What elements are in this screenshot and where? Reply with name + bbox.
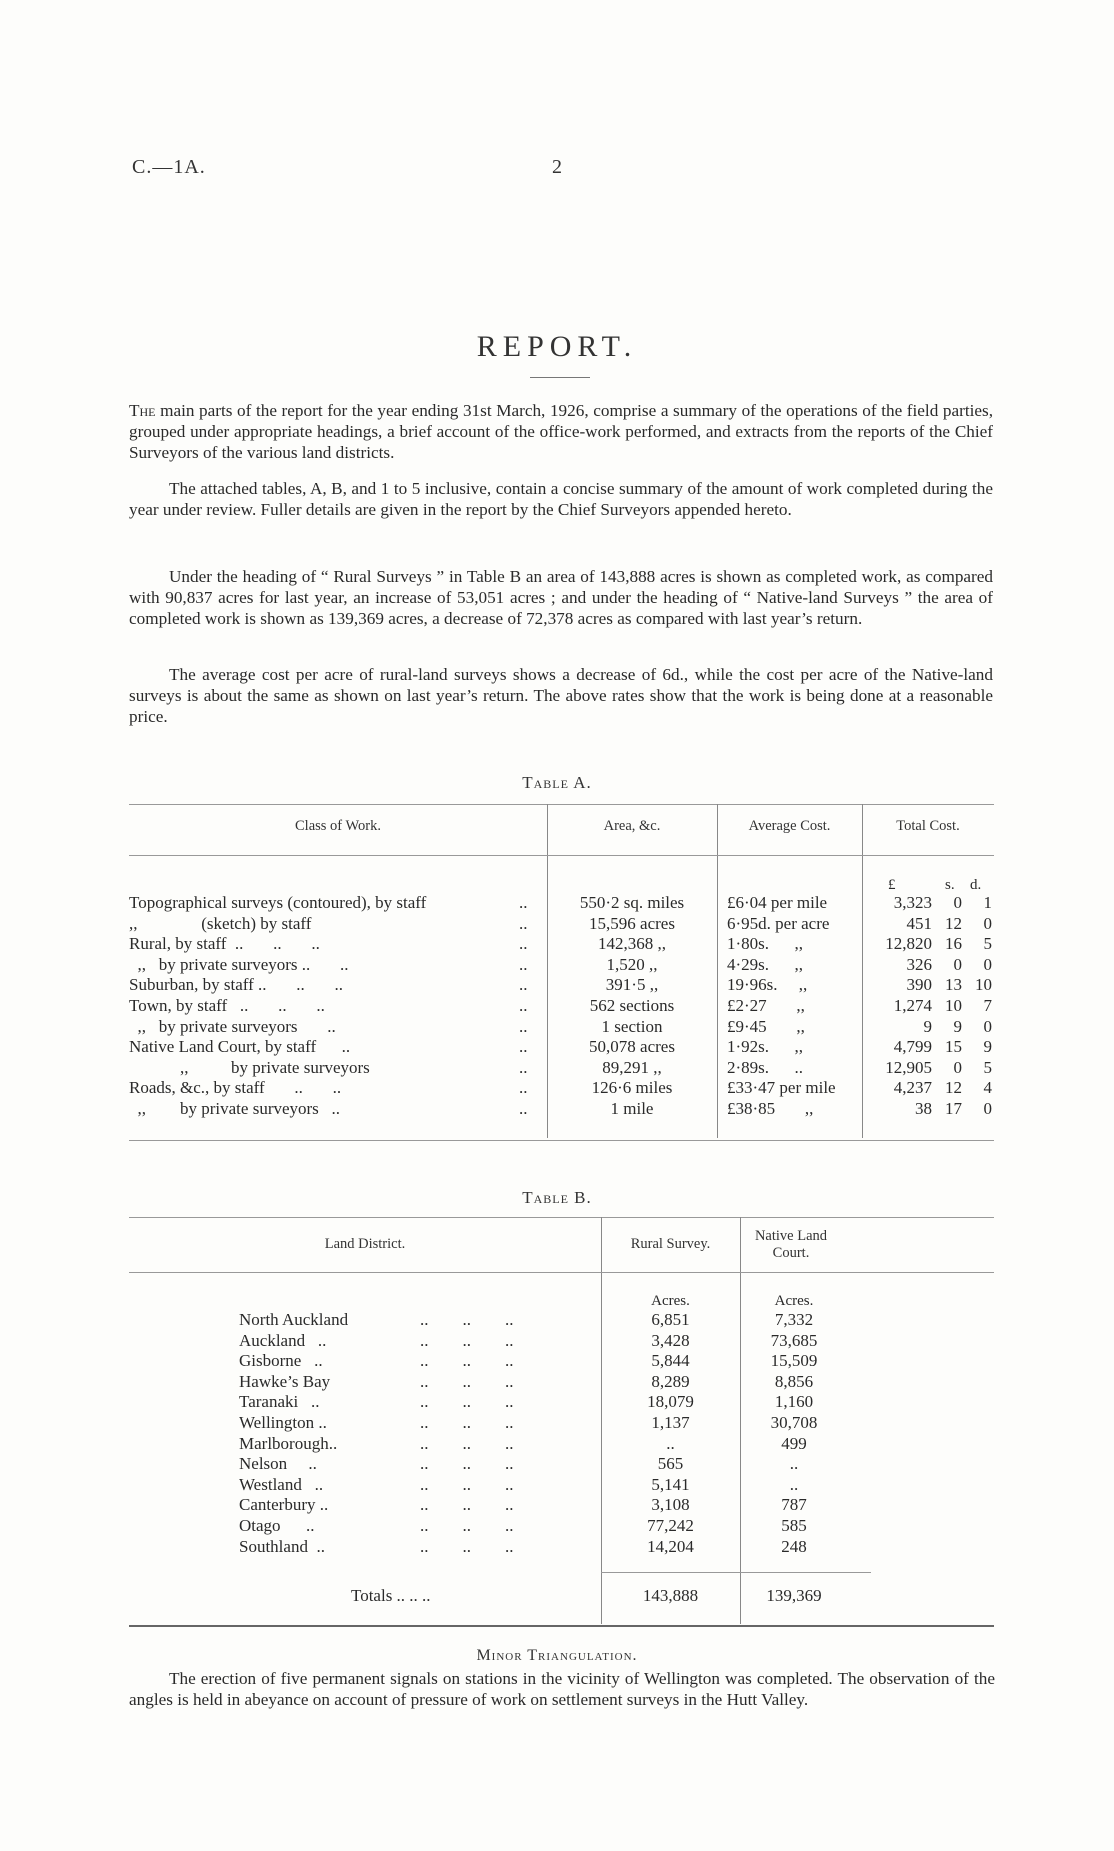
table-a-row-dots: .. [519, 1016, 528, 1036]
table-a-row-pounds: 38 [915, 1099, 932, 1118]
table-a-row-pence: 0 [983, 1016, 992, 1036]
table-b-header-district: Land District. [324, 1236, 406, 1252]
table-a-row-pence: 9 [983, 1037, 992, 1057]
table-b-row-district: Southland .. [239, 1536, 325, 1556]
table-a-row-pence: 0 [983, 954, 992, 974]
table-a-row-area: 1 mile [610, 1099, 654, 1118]
table-b-row-rural: 77,242 [647, 1516, 694, 1535]
table-b-rural-unit: Acres. [651, 1293, 690, 1309]
table-a-row-label: Native Land Court, by staff .. [129, 1037, 351, 1057]
table-b-row-district: Gisborne .. [239, 1351, 323, 1371]
table-a-row-shillings: 15 [945, 1037, 962, 1057]
table-a-row-pence: 1 [983, 893, 992, 912]
table-a-row-label: Roads, &c., by staff .. .. [129, 1078, 342, 1098]
table-b-row-native: 499 [781, 1433, 807, 1453]
table-a-row-pence: 5 [983, 1057, 992, 1077]
table-b-row-rural: 3,108 [651, 1495, 690, 1515]
table-b-row-rural: 18,079 [647, 1392, 694, 1412]
table-b-row-district: Taranaki .. [239, 1392, 320, 1412]
table-b-row-dots: .. .. .. [420, 1474, 514, 1494]
table-a-row-shillings: 0 [953, 954, 962, 974]
table-a-header-area: Area, &c. [603, 818, 661, 834]
table-b-row-district: Westland .. [239, 1474, 324, 1494]
table-b-row-dots: .. .. .. [420, 1351, 514, 1371]
table-a-row-avg: 1·80s. ,, [727, 934, 804, 954]
table-a-row-dots: .. [519, 954, 528, 974]
table-a-row-dots: .. [519, 913, 528, 933]
table-a-row-area: 142,368 ,, [598, 934, 666, 954]
table-a-row-avg: £33·47 per mile [727, 1078, 836, 1098]
table-a-header-avg: Average Cost. [748, 818, 831, 834]
table-b-row-district: Hawke’s Bay [239, 1371, 331, 1391]
table-a-row-shillings: 10 [945, 996, 962, 1015]
table-a-row-area: 50,078 acres [589, 1037, 675, 1057]
table-a-row-shillings: 12 [945, 913, 962, 933]
table-a-row-label: ,, by private surveyors .. [129, 1016, 336, 1036]
table-a-row-label: Rural, by staff .. .. .. [129, 934, 320, 954]
table-a-row-pence: 5 [983, 934, 992, 954]
table-b-totals-label: Totals .. .. .. [351, 1586, 431, 1605]
paragraph-rural-surveys: Under the heading of “ Rural Surveys ” in Table B an area of 143,888 acres is shown as completed work, as compared with 90,837 acres for last year, an increase of 53,051 acres ; and under the heading of “ Native-land Surveys ” the area of completed work is shown as 139,369 acres, a decrease of 72,378 acres as compared with last year’s return. [129, 567, 993, 628]
table-b-row-district: North Auckland [239, 1310, 349, 1329]
table-b-row-native: .. [789, 1454, 799, 1474]
table-a-row-shillings: 13 [945, 975, 962, 995]
currency-shillings-label: s. [945, 877, 955, 893]
table-a-bottom-rule [129, 1140, 994, 1141]
table-a-row-shillings: 9 [953, 1016, 962, 1036]
table-b-header-native: Native Land Court. [754, 1228, 828, 1261]
table-a-row-avg: 6·95d. per acre [727, 913, 830, 933]
table-a-row-pounds: 326 [906, 954, 932, 974]
table-a-row-area: 391·5 ,, [605, 975, 659, 995]
table-b-row-native: 15,509 [770, 1351, 818, 1371]
table-a-header-class: Class of Work. [295, 818, 381, 834]
table-a-row-pounds: 390 [906, 975, 932, 995]
table-a-row-pounds: 4,799 [893, 1037, 932, 1057]
table-b-row-dots: .. .. .. [420, 1310, 514, 1329]
table-b-row-native: .. [789, 1474, 799, 1494]
title-divider [530, 377, 590, 378]
table-a-row-avg: 2·89s. .. [727, 1057, 804, 1077]
table-b-row-rural: 5,141 [651, 1474, 690, 1494]
table-a-row-pounds: 3,323 [893, 893, 932, 912]
table-a-row-avg: £6·04 per mile [727, 893, 828, 912]
table-a-row-avg: £9·45 ,, [727, 1016, 805, 1036]
table-a-row-shillings: 0 [953, 1057, 962, 1077]
table-b-row-rural: 5,844 [651, 1351, 690, 1371]
table-a-row-avg: £38·85 ,, [727, 1099, 814, 1118]
table-b-row-rural: 6,851 [651, 1310, 690, 1329]
table-b-total-rural: 143,888 [642, 1586, 699, 1605]
currency-pence-label: d. [970, 877, 982, 893]
table-b-row-dots: .. .. .. [420, 1330, 514, 1350]
table-a-row-pence: 4 [983, 1078, 992, 1098]
table-a-row-label: ,, (sketch) by staff [129, 913, 312, 933]
table-b-row-dots: .. .. .. [420, 1392, 514, 1412]
paragraph-tables: The attached tables, A, B, and 1 to 5 inclusive, contain a concise summary of the amount of work completed during the year under review. Fuller details are given in the report by the Chief Surveyors appended hereto. [129, 479, 993, 519]
table-a-row-label: ,, by private surveyors .. [129, 1099, 341, 1118]
table-b-row-district: Nelson .. [239, 1454, 317, 1474]
table-b-row-native: 248 [781, 1536, 807, 1556]
table-b-totals-rule [601, 1572, 871, 1573]
table-a-caption: Table A. [522, 773, 592, 792]
table-b-row-rural: 8,289 [651, 1371, 690, 1391]
paragraph-average-cost: The average cost per acre of rural-land surveys shows a decrease of 6d., while the cost per acre of the Native-land surveys is about the same as shown on last year’s return. The above rates show that the work is being done at a reasonable price. [129, 665, 993, 726]
table-b-row-dots: .. .. .. [420, 1413, 514, 1432]
table-b-header-rural: Rural Survey. [630, 1236, 711, 1252]
table-b-row-native: 585 [781, 1516, 807, 1535]
table-b-row-district: Marlborough.. [239, 1433, 338, 1453]
table-b-row-rural: 14,204 [647, 1536, 694, 1556]
table-b-row-native: 1,160 [774, 1392, 814, 1412]
table-a-row-pounds: 12,905 [885, 1057, 932, 1077]
table-b-row-native: 73,685 [770, 1330, 818, 1350]
table-a-row-pounds: 9 [923, 1016, 932, 1036]
table-b-row-rural: 1,137 [651, 1413, 690, 1432]
table-b-bottom-rule [129, 1625, 994, 1627]
table-a-row-dots: .. [519, 1037, 528, 1057]
table-a-row-dots: .. [519, 893, 528, 912]
table-a-row-area: 562 sections [589, 996, 675, 1015]
table-a-row-avg: 1·92s. ,, [727, 1037, 804, 1057]
table-a-row-dots: .. [519, 1078, 528, 1098]
table-a-row-pounds: 4,237 [893, 1078, 932, 1098]
table-a-row-area: 1,520 ,, [606, 954, 658, 974]
minor-triangulation-text: The erection of five permanent signals on stations in the vicinity of Wellington was completed. The observation of the angles is held in abeyance on account of pressure of work on settlement surveys in the Hutt Valley. [129, 1669, 995, 1709]
table-b-row-district: Canterbury .. [239, 1495, 329, 1515]
table-a-row-avg: £2·27 ,, [727, 996, 805, 1015]
table-b-row-dots: .. .. .. [420, 1516, 514, 1535]
table-a-row-avg: 19·96s. ,, [727, 975, 808, 995]
table-b-caption: Table B. [522, 1188, 592, 1207]
table-a-row-pounds: 451 [906, 913, 932, 933]
table-a-row-area: 89,291 ,, [602, 1057, 662, 1077]
table-b-native-unit: Acres. [774, 1293, 814, 1309]
table-b-row-dots: .. .. .. [420, 1371, 514, 1391]
table-a-row-shillings: 16 [945, 934, 962, 954]
table-b-row-rural: 565 [657, 1454, 684, 1474]
table-a-row-shillings: 0 [953, 893, 962, 912]
table-a-row-dots: .. [519, 996, 528, 1015]
table-a-row-area: 126·6 miles [591, 1078, 673, 1098]
table-b-row-dots: .. .. .. [420, 1536, 514, 1556]
table-a-row-pence: 10 [975, 975, 992, 995]
table-a-row-area: 550·2 sq. miles [579, 893, 685, 912]
table-b-row-dots: .. .. .. [420, 1495, 514, 1515]
table-a-row-pence: 0 [983, 913, 992, 933]
table-b-row-native: 8,856 [774, 1371, 814, 1391]
table-a-row-label: Suburban, by staff .. .. .. [129, 975, 344, 995]
minor-triangulation-heading: Minor Triangulation. [476, 1647, 638, 1664]
table-b-row-native: 787 [781, 1495, 807, 1515]
table-b-row-dots: .. .. .. [420, 1454, 514, 1474]
table-b-row-dots: .. .. .. [420, 1433, 514, 1453]
table-a-row-dots: .. [519, 1099, 528, 1118]
table-a-row-pounds: 1,274 [893, 996, 932, 1015]
table-a-row-label: ,, by private surveyors .. .. [129, 954, 349, 974]
table-a-row-dots: .. [519, 975, 528, 995]
table-a-row-pounds: 12,820 [885, 934, 932, 954]
table-a-row-shillings: 17 [945, 1099, 962, 1118]
table-a-row-pence: 7 [983, 996, 992, 1015]
table-a-row-dots: .. [519, 934, 528, 954]
table-a-header-rule [129, 855, 994, 856]
table-a-row-pence: 0 [983, 1099, 992, 1118]
table-a-row-avg: 4·29s. ,, [727, 954, 804, 974]
report-title: REPORT. [476, 330, 638, 363]
table-b-row-rural: .. [666, 1433, 675, 1453]
table-b-row-district: Auckland .. [239, 1330, 327, 1350]
table-a-row-dots: .. [519, 1057, 528, 1077]
table-b-top-rule [129, 1217, 994, 1218]
table-b-row-native: 30,708 [770, 1413, 818, 1432]
table-a-row-label: Topographical surveys (contoured), by staff [129, 893, 427, 912]
table-a-header-total: Total Cost. [896, 818, 960, 834]
page-header-code: C.—1A. [132, 156, 206, 178]
page-number: 2 [552, 156, 562, 178]
paragraph-intro [129, 400, 993, 463]
table-a-row-label: Town, by staff .. .. .. [129, 996, 325, 1015]
table-b-row-district: Wellington .. [239, 1413, 327, 1432]
table-a-row-area: 15,596 acres [589, 913, 675, 933]
table-b-total-native: 139,369 [766, 1586, 822, 1605]
intro-text: main parts of the report for the year ending 31st March, 1926, comprise a summary of the operations of the field parties, grouped under appropriate headings, a brief account of the office-work performed, and extracts from the reports of the Chief Surveyors of the various land districts. [129, 401, 993, 462]
table-a-row-label: ,, by private surveyors [129, 1057, 370, 1077]
currency-pounds-label: £ [888, 877, 896, 893]
table-b-header-rule [129, 1272, 994, 1273]
intro-lead-word: The [129, 401, 156, 420]
table-a-top-rule [129, 804, 994, 805]
table-b-row-native: 7,332 [774, 1310, 814, 1329]
table-a-row-shillings: 12 [945, 1078, 962, 1098]
table-a-row-area: 1 section [601, 1016, 663, 1036]
table-b-row-rural: 3,428 [651, 1330, 690, 1350]
table-b-row-district: Otago .. [239, 1516, 315, 1535]
